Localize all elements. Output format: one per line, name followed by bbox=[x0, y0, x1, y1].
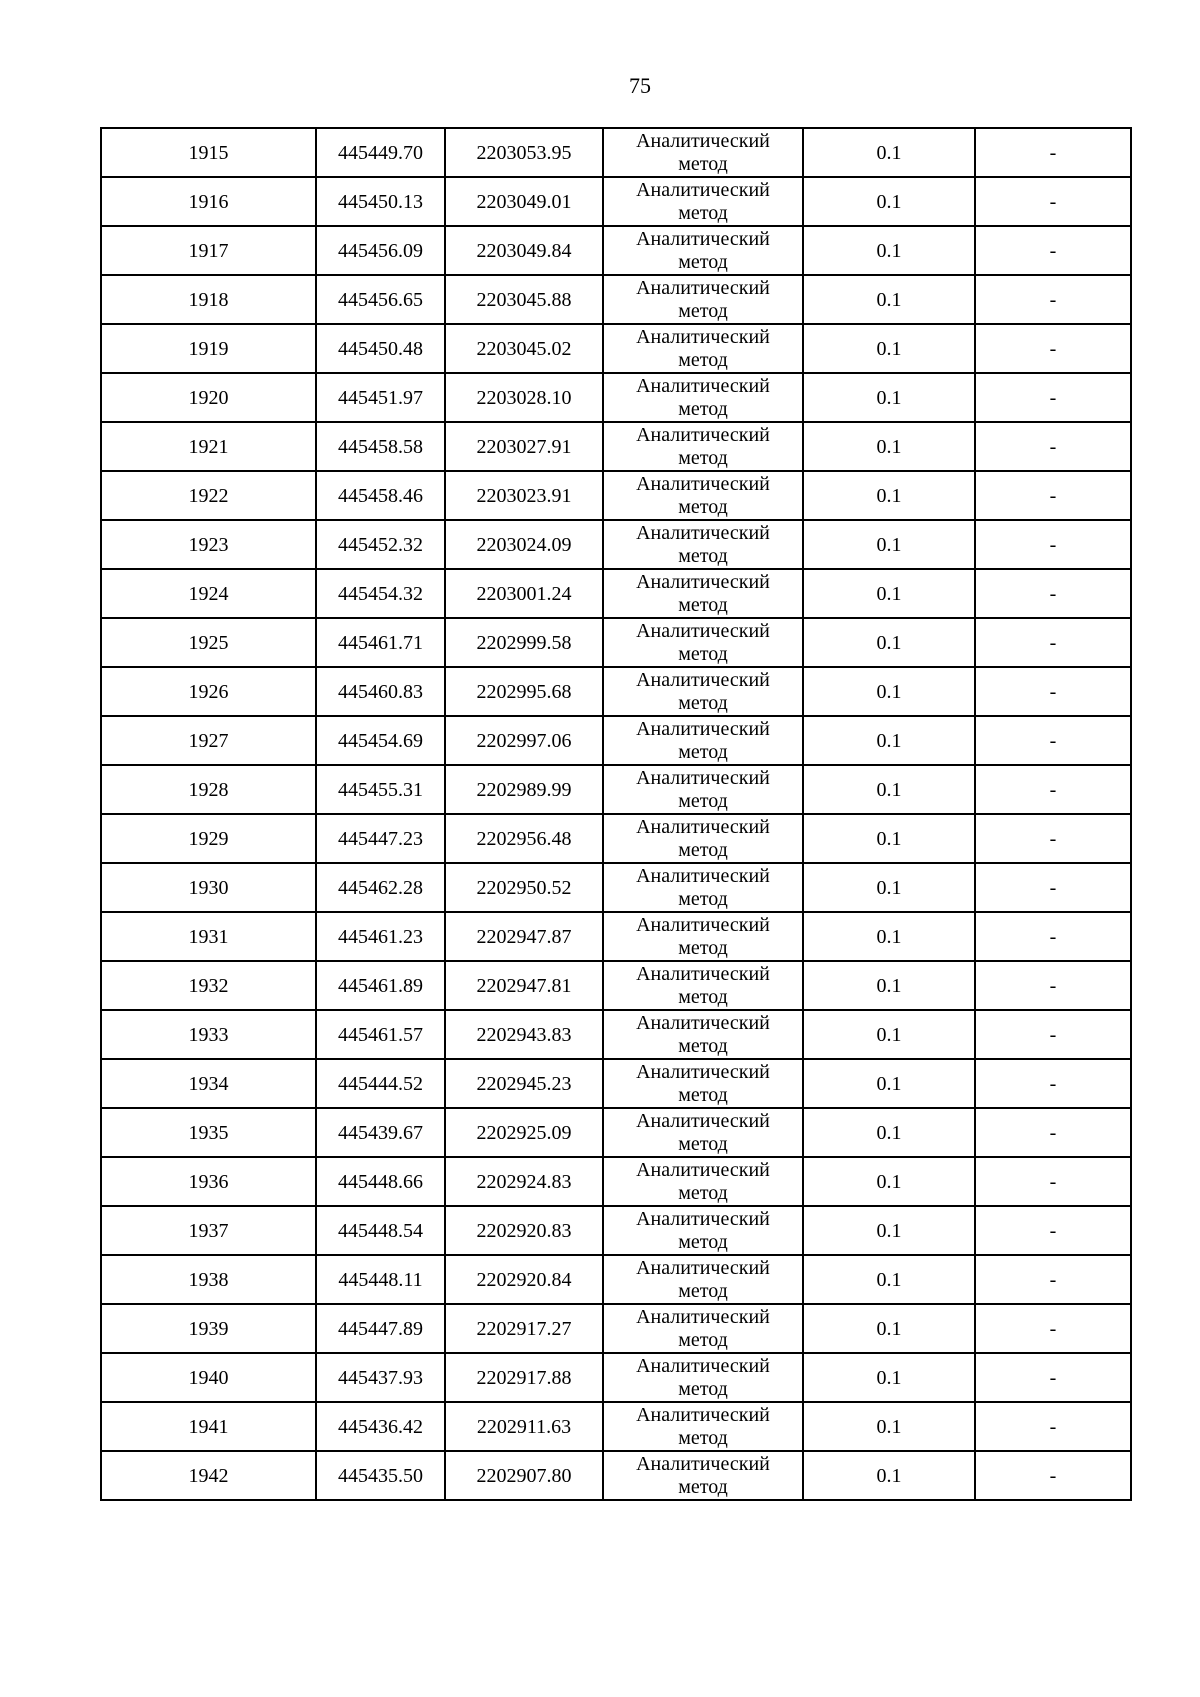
method-line-2: метод bbox=[678, 985, 728, 1008]
accuracy-cell: 0.1 bbox=[803, 128, 975, 177]
table-body bbox=[101, 128, 1131, 1500]
table-row bbox=[101, 520, 1131, 569]
method-line-2: метод bbox=[678, 936, 728, 959]
y-coordinate-cell: 2202947.87 bbox=[445, 912, 603, 961]
point-number-cell: 1924 bbox=[101, 569, 316, 618]
point-number-cell: 1935 bbox=[101, 1108, 316, 1157]
method-line-1: Аналитический bbox=[636, 864, 770, 887]
extra-cell: - bbox=[975, 275, 1131, 324]
point-number-cell: 1925 bbox=[101, 618, 316, 667]
y-coordinate-cell: 2203053.95 bbox=[445, 128, 603, 177]
accuracy-cell: 0.1 bbox=[803, 1206, 975, 1255]
accuracy-cell: 0.1 bbox=[803, 275, 975, 324]
accuracy-cell: 0.1 bbox=[803, 1304, 975, 1353]
method-line-1: Аналитический bbox=[636, 766, 770, 789]
method-line-2: метод bbox=[678, 1181, 728, 1204]
extra-cell: - bbox=[975, 1108, 1131, 1157]
point-number-cell: 1929 bbox=[101, 814, 316, 863]
extra-cell: - bbox=[975, 814, 1131, 863]
method-line-2: метод bbox=[678, 495, 728, 518]
accuracy-cell: 0.1 bbox=[803, 373, 975, 422]
x-coordinate-cell: 445449.70 bbox=[316, 128, 445, 177]
y-coordinate-cell: 2202925.09 bbox=[445, 1108, 603, 1157]
extra-cell: - bbox=[975, 1451, 1131, 1500]
method-line-2: метод bbox=[678, 250, 728, 273]
method-cell bbox=[603, 1059, 803, 1108]
method-line-2: метод bbox=[678, 838, 728, 861]
method-line-1: Аналитический bbox=[636, 1109, 770, 1132]
x-coordinate-cell: 445448.66 bbox=[316, 1157, 445, 1206]
method-cell bbox=[603, 667, 803, 716]
point-number-cell: 1936 bbox=[101, 1157, 316, 1206]
method-line-2: метод bbox=[678, 201, 728, 224]
x-coordinate-cell: 445447.23 bbox=[316, 814, 445, 863]
method-line-2: метод bbox=[678, 593, 728, 616]
method-line-2: метод bbox=[678, 1279, 728, 1302]
x-coordinate-cell: 445455.31 bbox=[316, 765, 445, 814]
method-line-1: Аналитический bbox=[636, 1207, 770, 1230]
method-cell bbox=[603, 1157, 803, 1206]
method-line-1: Аналитический bbox=[636, 276, 770, 299]
y-coordinate-cell: 2202999.58 bbox=[445, 618, 603, 667]
extra-cell: - bbox=[975, 177, 1131, 226]
x-coordinate-cell: 445448.11 bbox=[316, 1255, 445, 1304]
extra-cell: - bbox=[975, 1206, 1131, 1255]
extra-cell: - bbox=[975, 1255, 1131, 1304]
y-coordinate-cell: 2202947.81 bbox=[445, 961, 603, 1010]
method-line-2: метод bbox=[678, 299, 728, 322]
x-coordinate-cell: 445439.67 bbox=[316, 1108, 445, 1157]
method-line-1: Аналитический bbox=[636, 1158, 770, 1181]
y-coordinate-cell: 2202917.88 bbox=[445, 1353, 603, 1402]
extra-cell: - bbox=[975, 324, 1131, 373]
point-number-cell: 1917 bbox=[101, 226, 316, 275]
method-line-2: метод bbox=[678, 397, 728, 420]
table-row bbox=[101, 863, 1131, 912]
accuracy-cell: 0.1 bbox=[803, 1010, 975, 1059]
method-line-1: Аналитический bbox=[636, 668, 770, 691]
accuracy-cell: 0.1 bbox=[803, 1157, 975, 1206]
method-cell bbox=[603, 373, 803, 422]
accuracy-cell: 0.1 bbox=[803, 618, 975, 667]
method-line-2: метод bbox=[678, 1034, 728, 1057]
x-coordinate-cell: 445448.54 bbox=[316, 1206, 445, 1255]
accuracy-cell: 0.1 bbox=[803, 177, 975, 226]
point-number-cell: 1939 bbox=[101, 1304, 316, 1353]
point-number-cell: 1941 bbox=[101, 1402, 316, 1451]
extra-cell: - bbox=[975, 961, 1131, 1010]
table-row bbox=[101, 177, 1131, 226]
table-row bbox=[101, 128, 1131, 177]
table-row bbox=[101, 422, 1131, 471]
method-line-2: метод bbox=[678, 642, 728, 665]
accuracy-cell: 0.1 bbox=[803, 422, 975, 471]
accuracy-cell: 0.1 bbox=[803, 1255, 975, 1304]
extra-cell: - bbox=[975, 1353, 1131, 1402]
accuracy-cell: 0.1 bbox=[803, 1402, 975, 1451]
method-cell bbox=[603, 520, 803, 569]
y-coordinate-cell: 2202943.83 bbox=[445, 1010, 603, 1059]
accuracy-cell: 0.1 bbox=[803, 1108, 975, 1157]
method-line-2: метод bbox=[678, 1475, 728, 1498]
method-line-1: Аналитический bbox=[636, 227, 770, 250]
y-coordinate-cell: 2203045.02 bbox=[445, 324, 603, 373]
method-line-2: метод bbox=[678, 152, 728, 175]
point-number-cell: 1918 bbox=[101, 275, 316, 324]
method-cell bbox=[603, 1353, 803, 1402]
point-number-cell: 1916 bbox=[101, 177, 316, 226]
method-line-1: Аналитический bbox=[636, 129, 770, 152]
accuracy-cell: 0.1 bbox=[803, 716, 975, 765]
x-coordinate-cell: 445444.52 bbox=[316, 1059, 445, 1108]
method-line-1: Аналитический bbox=[636, 815, 770, 838]
accuracy-cell: 0.1 bbox=[803, 324, 975, 373]
method-line-1: Аналитический bbox=[636, 1354, 770, 1377]
x-coordinate-cell: 445456.09 bbox=[316, 226, 445, 275]
table-row bbox=[101, 1206, 1131, 1255]
method-line-1: Аналитический bbox=[636, 570, 770, 593]
table-row bbox=[101, 275, 1131, 324]
table-row bbox=[101, 814, 1131, 863]
x-coordinate-cell: 445454.32 bbox=[316, 569, 445, 618]
y-coordinate-cell: 2202950.52 bbox=[445, 863, 603, 912]
point-number-cell: 1931 bbox=[101, 912, 316, 961]
point-number-cell: 1923 bbox=[101, 520, 316, 569]
method-line-2: метод bbox=[678, 691, 728, 714]
table-row bbox=[101, 961, 1131, 1010]
point-number-cell: 1937 bbox=[101, 1206, 316, 1255]
method-line-1: Аналитический bbox=[636, 1060, 770, 1083]
point-number-cell: 1930 bbox=[101, 863, 316, 912]
method-line-2: метод bbox=[678, 544, 728, 567]
y-coordinate-cell: 2203049.84 bbox=[445, 226, 603, 275]
table-row bbox=[101, 373, 1131, 422]
table-row bbox=[101, 1304, 1131, 1353]
x-coordinate-cell: 445461.57 bbox=[316, 1010, 445, 1059]
extra-cell: - bbox=[975, 471, 1131, 520]
table-row bbox=[101, 471, 1131, 520]
extra-cell: - bbox=[975, 667, 1131, 716]
x-coordinate-cell: 445461.23 bbox=[316, 912, 445, 961]
point-number-cell: 1932 bbox=[101, 961, 316, 1010]
method-cell bbox=[603, 1304, 803, 1353]
x-coordinate-cell: 445436.42 bbox=[316, 1402, 445, 1451]
y-coordinate-cell: 2202907.80 bbox=[445, 1451, 603, 1500]
method-cell bbox=[603, 128, 803, 177]
extra-cell: - bbox=[975, 422, 1131, 471]
method-cell bbox=[603, 863, 803, 912]
method-cell bbox=[603, 471, 803, 520]
method-line-1: Аналитический bbox=[636, 1256, 770, 1279]
table-row bbox=[101, 618, 1131, 667]
method-line-1: Аналитический bbox=[636, 178, 770, 201]
extra-cell: - bbox=[975, 1010, 1131, 1059]
extra-cell: - bbox=[975, 618, 1131, 667]
method-line-2: метод bbox=[678, 740, 728, 763]
point-number-cell: 1933 bbox=[101, 1010, 316, 1059]
point-number-cell: 1919 bbox=[101, 324, 316, 373]
method-cell bbox=[603, 226, 803, 275]
method-line-1: Аналитический bbox=[636, 1452, 770, 1475]
method-cell bbox=[603, 765, 803, 814]
method-line-2: метод bbox=[678, 1328, 728, 1351]
table-row bbox=[101, 912, 1131, 961]
extra-cell: - bbox=[975, 912, 1131, 961]
accuracy-cell: 0.1 bbox=[803, 226, 975, 275]
accuracy-cell: 0.1 bbox=[803, 569, 975, 618]
table-row bbox=[101, 716, 1131, 765]
y-coordinate-cell: 2202997.06 bbox=[445, 716, 603, 765]
method-line-2: метод bbox=[678, 1230, 728, 1253]
y-coordinate-cell: 2202924.83 bbox=[445, 1157, 603, 1206]
method-line-1: Аналитический bbox=[636, 913, 770, 936]
method-cell bbox=[603, 1402, 803, 1451]
method-cell bbox=[603, 1451, 803, 1500]
y-coordinate-cell: 2203028.10 bbox=[445, 373, 603, 422]
table-row bbox=[101, 1402, 1131, 1451]
method-cell bbox=[603, 177, 803, 226]
point-number-cell: 1934 bbox=[101, 1059, 316, 1108]
x-coordinate-cell: 445461.89 bbox=[316, 961, 445, 1010]
x-coordinate-cell: 445451.97 bbox=[316, 373, 445, 422]
y-coordinate-cell: 2202989.99 bbox=[445, 765, 603, 814]
extra-cell: - bbox=[975, 128, 1131, 177]
y-coordinate-cell: 2202917.27 bbox=[445, 1304, 603, 1353]
method-line-1: Аналитический bbox=[636, 1403, 770, 1426]
accuracy-cell: 0.1 bbox=[803, 667, 975, 716]
table-row bbox=[101, 1010, 1131, 1059]
extra-cell: - bbox=[975, 1402, 1131, 1451]
x-coordinate-cell: 445450.13 bbox=[316, 177, 445, 226]
method-line-2: метод bbox=[678, 887, 728, 910]
extra-cell: - bbox=[975, 373, 1131, 422]
point-number-cell: 1938 bbox=[101, 1255, 316, 1304]
point-number-cell: 1927 bbox=[101, 716, 316, 765]
table-row bbox=[101, 765, 1131, 814]
table-row bbox=[101, 1353, 1131, 1402]
extra-cell: - bbox=[975, 765, 1131, 814]
table-row bbox=[101, 1451, 1131, 1500]
point-number-cell: 1921 bbox=[101, 422, 316, 471]
extra-cell: - bbox=[975, 226, 1131, 275]
extra-cell: - bbox=[975, 1304, 1131, 1353]
method-line-1: Аналитический bbox=[636, 619, 770, 642]
table-row bbox=[101, 1059, 1131, 1108]
y-coordinate-cell: 2203049.01 bbox=[445, 177, 603, 226]
accuracy-cell: 0.1 bbox=[803, 765, 975, 814]
method-cell bbox=[603, 814, 803, 863]
point-number-cell: 1942 bbox=[101, 1451, 316, 1500]
accuracy-cell: 0.1 bbox=[803, 863, 975, 912]
extra-cell: - bbox=[975, 1157, 1131, 1206]
method-line-2: метод bbox=[678, 446, 728, 469]
y-coordinate-cell: 2202945.23 bbox=[445, 1059, 603, 1108]
accuracy-cell: 0.1 bbox=[803, 912, 975, 961]
y-coordinate-cell: 2203024.09 bbox=[445, 520, 603, 569]
y-coordinate-cell: 2202956.48 bbox=[445, 814, 603, 863]
x-coordinate-cell: 445437.93 bbox=[316, 1353, 445, 1402]
x-coordinate-cell: 445461.71 bbox=[316, 618, 445, 667]
x-coordinate-cell: 445454.69 bbox=[316, 716, 445, 765]
table-row bbox=[101, 1157, 1131, 1206]
point-number-cell: 1940 bbox=[101, 1353, 316, 1402]
y-coordinate-cell: 2202911.63 bbox=[445, 1402, 603, 1451]
x-coordinate-cell: 445450.48 bbox=[316, 324, 445, 373]
accuracy-cell: 0.1 bbox=[803, 471, 975, 520]
x-coordinate-cell: 445435.50 bbox=[316, 1451, 445, 1500]
table-row bbox=[101, 569, 1131, 618]
table-row bbox=[101, 226, 1131, 275]
page-number: 75 bbox=[629, 73, 651, 98]
method-cell bbox=[603, 1206, 803, 1255]
extra-cell: - bbox=[975, 1059, 1131, 1108]
method-cell bbox=[603, 912, 803, 961]
method-cell bbox=[603, 716, 803, 765]
method-line-2: метод bbox=[678, 348, 728, 371]
accuracy-cell: 0.1 bbox=[803, 520, 975, 569]
method-line-1: Аналитический bbox=[636, 962, 770, 985]
method-cell bbox=[603, 1255, 803, 1304]
method-line-2: метод bbox=[678, 1377, 728, 1400]
x-coordinate-cell: 445462.28 bbox=[316, 863, 445, 912]
y-coordinate-cell: 2202920.84 bbox=[445, 1255, 603, 1304]
point-number-cell: 1915 bbox=[101, 128, 316, 177]
method-line-1: Аналитический bbox=[636, 1305, 770, 1328]
method-line-1: Аналитический bbox=[636, 717, 770, 740]
method-line-1: Аналитический bbox=[636, 1011, 770, 1034]
table-row bbox=[101, 667, 1131, 716]
accuracy-cell: 0.1 bbox=[803, 961, 975, 1010]
x-coordinate-cell: 445447.89 bbox=[316, 1304, 445, 1353]
x-coordinate-cell: 445458.46 bbox=[316, 471, 445, 520]
y-coordinate-cell: 2202920.83 bbox=[445, 1206, 603, 1255]
extra-cell: - bbox=[975, 520, 1131, 569]
method-cell bbox=[603, 1108, 803, 1157]
method-line-1: Аналитический bbox=[636, 374, 770, 397]
method-line-2: метод bbox=[678, 1083, 728, 1106]
method-line-1: Аналитический bbox=[636, 521, 770, 544]
accuracy-cell: 0.1 bbox=[803, 1059, 975, 1108]
y-coordinate-cell: 2202995.68 bbox=[445, 667, 603, 716]
y-coordinate-cell: 2203023.91 bbox=[445, 471, 603, 520]
y-coordinate-cell: 2203001.24 bbox=[445, 569, 603, 618]
point-number-cell: 1928 bbox=[101, 765, 316, 814]
point-number-cell: 1922 bbox=[101, 471, 316, 520]
method-cell bbox=[603, 275, 803, 324]
method-line-1: Аналитический bbox=[636, 472, 770, 495]
method-line-2: метод bbox=[678, 1132, 728, 1155]
method-cell bbox=[603, 324, 803, 373]
extra-cell: - bbox=[975, 863, 1131, 912]
table-row bbox=[101, 324, 1131, 373]
method-line-1: Аналитический bbox=[636, 325, 770, 348]
coordinates-table bbox=[100, 127, 1132, 1501]
x-coordinate-cell: 445452.32 bbox=[316, 520, 445, 569]
method-line-2: метод bbox=[678, 789, 728, 812]
accuracy-cell: 0.1 bbox=[803, 1353, 975, 1402]
accuracy-cell: 0.1 bbox=[803, 1451, 975, 1500]
x-coordinate-cell: 445458.58 bbox=[316, 422, 445, 471]
method-cell bbox=[603, 569, 803, 618]
point-number-cell: 1920 bbox=[101, 373, 316, 422]
method-cell bbox=[603, 422, 803, 471]
method-line-2: метод bbox=[678, 1426, 728, 1449]
x-coordinate-cell: 445460.83 bbox=[316, 667, 445, 716]
y-coordinate-cell: 2203027.91 bbox=[445, 422, 603, 471]
x-coordinate-cell: 445456.65 bbox=[316, 275, 445, 324]
method-cell bbox=[603, 1010, 803, 1059]
table-row bbox=[101, 1108, 1131, 1157]
table-row bbox=[101, 1255, 1131, 1304]
method-line-1: Аналитический bbox=[636, 423, 770, 446]
method-cell bbox=[603, 618, 803, 667]
extra-cell: - bbox=[975, 569, 1131, 618]
accuracy-cell: 0.1 bbox=[803, 814, 975, 863]
point-number-cell: 1926 bbox=[101, 667, 316, 716]
method-cell bbox=[603, 961, 803, 1010]
y-coordinate-cell: 2203045.88 bbox=[445, 275, 603, 324]
extra-cell: - bbox=[975, 716, 1131, 765]
